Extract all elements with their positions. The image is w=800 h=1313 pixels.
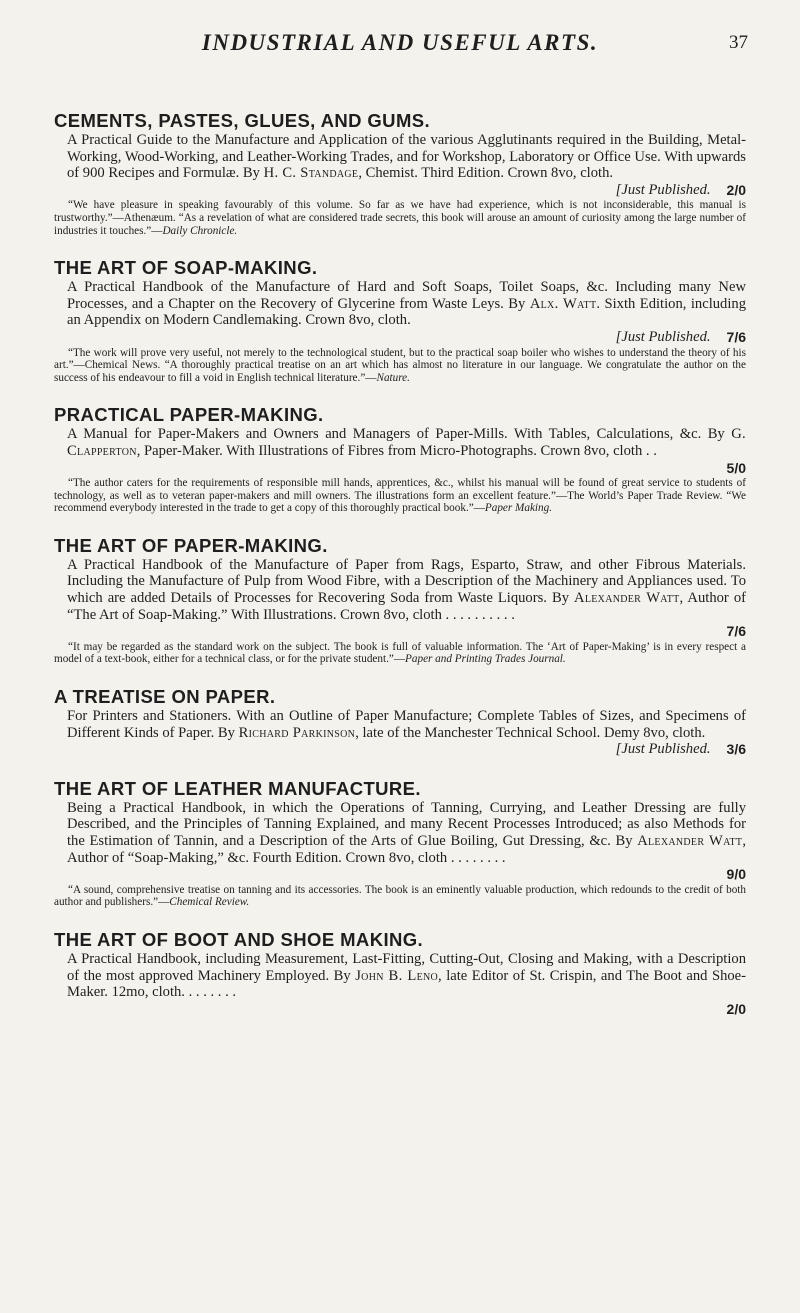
book-entry-treatise-on-paper bbox=[54, 686, 746, 758]
description-text-continued: . Sixth Edition, including an Appendix on Modern Candlemaking. Crown 8vo, cloth. bbox=[67, 295, 746, 329]
entry-title: THE ART OF SOAP-MAKING. bbox=[54, 257, 318, 279]
page-header bbox=[0, 30, 800, 64]
description-text: For Printers and Stationers. With an Outline of Paper Manufacture; Complete Tables of Sizes, and Specimens of Different Kinds of Paper. By bbox=[67, 708, 746, 741]
price-line bbox=[54, 329, 746, 346]
price-line bbox=[54, 1001, 746, 1018]
author-name: H. C. Standage bbox=[263, 165, 359, 182]
price: 5/0 bbox=[726, 459, 746, 476]
entry-description bbox=[54, 279, 746, 329]
description-text: A Practical Handbook of the Manufacture of Paper from Rags, Esparto, Straw, and other Fibrous Materials. Including the Manufacture of Pulp from Wood Fibre, with a Description of the Machinery and Appliances used. To which are added Details of Processes for Recovering Soda from Waste Liquors. By bbox=[67, 556, 746, 607]
price: 7/6 bbox=[726, 328, 746, 345]
entry-description bbox=[54, 708, 746, 741]
entry-description bbox=[54, 800, 746, 866]
description-text: A Practical Handbook, including Measurement, Last-Fitting, Cutting-Out, Closing and Making, with a Description of the most approved Machinery Employed. By bbox=[67, 950, 746, 984]
price: 2/0 bbox=[726, 1000, 746, 1017]
review-text: “It may be regarded as the standard work on the subject. The book is full of valuable information. The ‘Art of Paper-Making’ is in every respect a model of a text-book, either for a technical class, or for the private student.”— bbox=[54, 640, 746, 666]
author-name: G. Clapperton bbox=[67, 426, 746, 459]
book-entry-practical-paper-making bbox=[54, 404, 746, 515]
price-line bbox=[54, 866, 746, 883]
description-text-continued: , Author of “Soap-Making,” &c. Fourth Edition. Crown 8vo, cloth . . . . . . . . bbox=[67, 833, 746, 866]
review-source: Daily Chronicle. bbox=[162, 224, 238, 237]
book-entry-leather-manufacture bbox=[54, 778, 746, 909]
review-text: “The work will prove very useful, not merely to the technological student, but to the practical soap boiler who wishes to understand the theory of his art.”—Chemical News. “A thoroughly practical treatise on an art which has almost no literature in our language. We congratulate the author on the success of his endeavour to fill a void in English technical literature.”— bbox=[54, 346, 746, 384]
description-text: A Practical Guide to the Manufacture and Application of the various Agglutinants required in the Building, Metal-Working, Wood-Working, and Leather-Working Trades, and for Workshop, Laboratory or Office Use. With upwards of 900 Recipes and Formulæ. By bbox=[67, 132, 746, 182]
book-entry-cements bbox=[54, 110, 746, 237]
price-line bbox=[54, 741, 746, 758]
description-text-continued: , Paper-Maker. With Illustrations of Fibres from Micro-Photographs. Crown 8vo, cloth . . bbox=[136, 442, 657, 459]
book-entry-boot-and-shoe-making bbox=[54, 929, 746, 1017]
publication-status: [Just Published. bbox=[615, 181, 711, 198]
description-text-continued: , Chemist. Third Edition. Crown 8vo, cloth. bbox=[358, 165, 614, 182]
review-quote bbox=[54, 884, 746, 909]
entry-title: CEMENTS, PASTES, GLUES, AND GUMS. bbox=[54, 110, 431, 131]
review-text: “We have pleasure in speaking favourably of this volume. So far as we have had experience, which is not inconsiderable, this manual is trustworthy.”—Athenæum. “As a revelation of what are considered trade secrets, this book will arouse an amount of curiosity among the large number of industries it touches.”— bbox=[54, 199, 746, 237]
review-quote bbox=[54, 199, 746, 237]
running-title: INDUSTRIAL AND USEFUL ARTS. bbox=[201, 30, 599, 55]
author-name: Alexander Watt bbox=[637, 833, 743, 849]
entry-description bbox=[54, 557, 746, 623]
author-name: Richard Parkinson bbox=[238, 724, 356, 741]
entry-title: THE ART OF PAPER-MAKING. bbox=[54, 534, 328, 556]
price-line bbox=[54, 623, 746, 640]
price: 2/0 bbox=[726, 181, 746, 198]
price: 9/0 bbox=[726, 866, 746, 883]
review-source: Chemical Review. bbox=[169, 896, 250, 909]
entry-title: THE ART OF LEATHER MANUFACTURE. bbox=[54, 777, 421, 799]
description-text-continued: , late of the Manchester Technical School. Demy 8vo, cloth. bbox=[355, 724, 706, 741]
review-quote bbox=[54, 347, 746, 385]
review-text: “The author caters for the requirements of responsible mill hands, apprentices, &c., whilst his manual will be found of great service to students of technology, as well as to veteran paper-makers and mill owners. The illustrations form an excellent feature.”—The World’s Paper Trade Review. “We recommend everybody interested in the trade to get a copy of this thoroughly practical book.”— bbox=[54, 477, 746, 515]
publication-status: [Just Published. bbox=[615, 328, 711, 345]
entry-title: PRACTICAL PAPER-MAKING. bbox=[54, 404, 324, 426]
catalogue-listing bbox=[54, 110, 746, 1037]
price-line bbox=[54, 182, 746, 199]
page-number: 37 bbox=[729, 32, 748, 53]
price: 7/6 bbox=[726, 623, 746, 640]
entry-description bbox=[54, 132, 746, 182]
author-name: John B. Leno bbox=[355, 967, 439, 984]
book-entry-art-of-paper-making bbox=[54, 535, 746, 666]
review-source: Paper and Printing Trades Journal. bbox=[405, 653, 566, 666]
entry-title: THE ART OF BOOT AND SHOE MAKING. bbox=[54, 928, 424, 950]
description-text-continued: , Author of “The Art of Soap-Making.” With Illustrations. Crown 8vo, cloth . . . . . . . . . . bbox=[67, 590, 746, 623]
price-line bbox=[54, 460, 746, 477]
review-source: Paper Making. bbox=[484, 502, 553, 515]
book-entry-soap-making bbox=[54, 257, 746, 384]
publication-status: [Just Published. bbox=[615, 741, 711, 758]
review-text: “A sound, comprehensive treatise on tanning and its accessories. The book is an eminently valuable production, which redounds to the credit of both author and publishers.”— bbox=[54, 883, 746, 909]
author-name: Alexander Watt bbox=[574, 590, 680, 607]
entry-title: A TREATISE ON PAPER. bbox=[54, 686, 276, 708]
entry-description bbox=[54, 426, 746, 459]
description-text: A Manual for Paper-Makers and Owners and Managers of Paper-Mills. With Tables, Calculations, &c. By bbox=[67, 426, 732, 443]
author-name: Alx. Watt bbox=[529, 295, 597, 312]
review-quote bbox=[54, 641, 746, 666]
entry-description bbox=[54, 951, 746, 1001]
description-text: A Practical Handbook of the Manufacture of Hard and Soft Soaps, Toilet Soaps, &c. Including many New Processes, and a Chapter on the Recovery of Glycerine from Waste Leys. By bbox=[67, 279, 746, 312]
review-source: Nature. bbox=[376, 371, 410, 384]
price: 3/6 bbox=[726, 741, 746, 758]
description-text-continued: , late Editor of St. Crispin, and The Boot and Shoe-Maker. 12mo, cloth. . . . . . . . bbox=[67, 967, 747, 1001]
description-text: Being a Practical Handbook, in which the Operations of Tanning, Currying, and Leather Dressing are fully Described, and the Principles of Tanning Explained, and many Recent Processes Introduced; as also Methods for the Estimation of Tannin, and a Description of the Arts of Glue Boiling, Gut Dressing, &c. By bbox=[67, 799, 746, 849]
review-quote bbox=[54, 477, 746, 515]
